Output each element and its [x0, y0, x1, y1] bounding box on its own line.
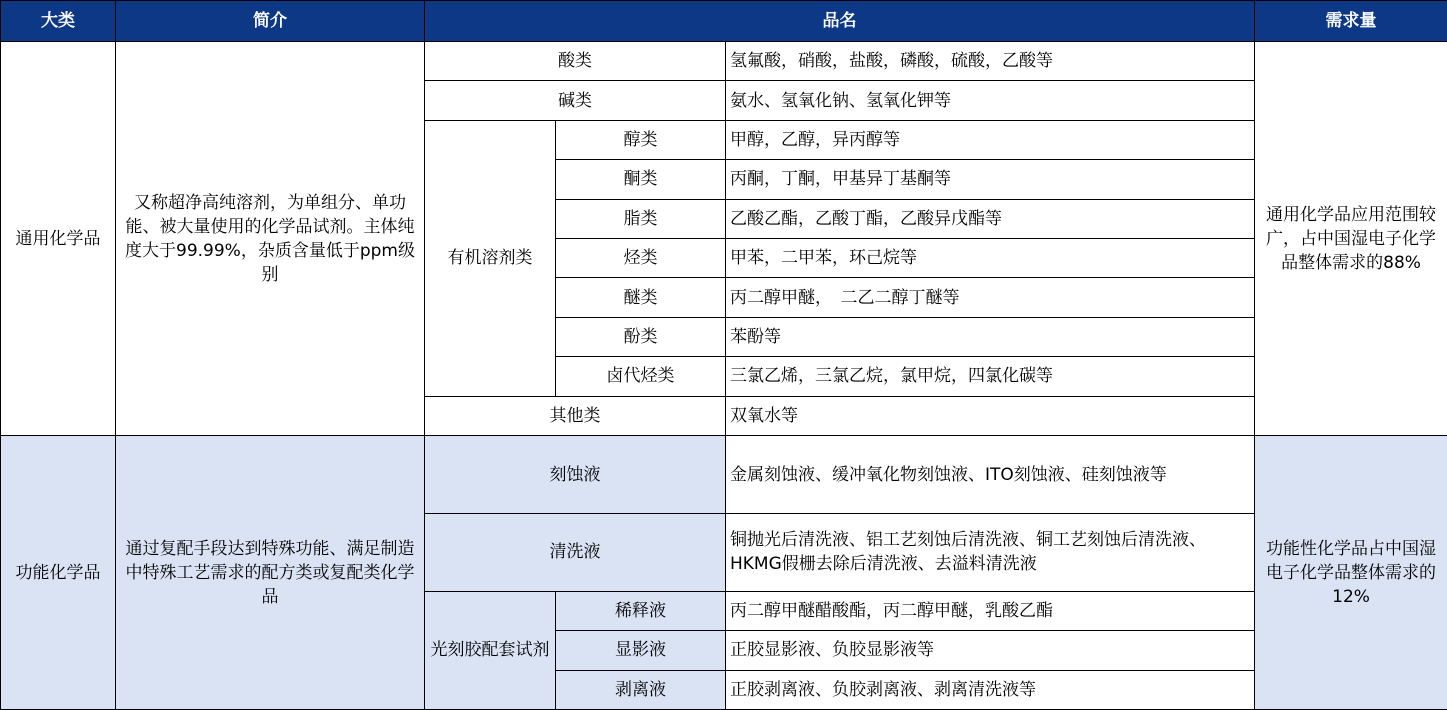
product-label-other: 其他类 — [425, 396, 726, 435]
product-items-developer: 正胶显影液、负胶显影液等 — [726, 631, 1255, 670]
product-items-cleaner: 铜抛光后清洗液、铝工艺刻蚀后清洗液、铜工艺刻蚀后清洗液、HKMG假栅去除后清洗液、去溢料清洗液 — [726, 513, 1255, 591]
product-items-bases: 氨水、氢氧化钠、氢氧化钾等 — [726, 81, 1255, 120]
organic-solvents-label: 有机溶剂类 — [425, 120, 556, 396]
header-category: 大类 — [1, 1, 116, 42]
category-general: 通用化学品 — [1, 42, 116, 436]
product-label-phenols: 酚类 — [556, 317, 726, 356]
demand-general: 通用化学品应用范围较广，占中国湿电子化学品整体需求的88% — [1255, 42, 1447, 436]
general-chemicals-group — [1, 42, 1447, 436]
product-items-etchant: 金属刻蚀液、缓冲氧化物刻蚀液、ITO刻蚀液、硅刻蚀液等 — [726, 436, 1255, 514]
intro-functional: 通过复配手段达到特殊功能、满足制造中特殊工艺需求的配方类或复配类化学品 — [116, 436, 425, 710]
category-functional: 功能化学品 — [1, 436, 116, 710]
product-label-diluent: 稀释液 — [556, 591, 726, 630]
table-row — [1, 436, 1447, 514]
product-items-alcohols: 甲醇，乙醇，异丙醇等 — [726, 120, 1255, 159]
product-label-developer: 显影液 — [556, 631, 726, 670]
product-label-alcohols: 醇类 — [556, 120, 726, 159]
header-product: 品名 — [425, 1, 1255, 42]
product-label-esters: 脂类 — [556, 199, 726, 238]
product-items-acids: 氢氟酸，硝酸，盐酸，磷酸，硫酸，乙酸等 — [726, 42, 1255, 81]
header-row — [1, 1, 1447, 42]
header-intro: 简介 — [116, 1, 425, 42]
product-items-diluent: 丙二醇甲醚醋酸酯，丙二醇甲醚，乳酸乙酯 — [726, 591, 1255, 630]
intro-general: 又称超净高纯溶剂，为单组分、单功能、被大量使用的化学品试剂。主体纯度大于99.99%，杂质含量低于ppm级别 — [116, 42, 425, 436]
product-label-acids: 酸类 — [425, 42, 726, 81]
product-label-halohydrocarbons: 卤代烃类 — [556, 357, 726, 396]
product-items-halohydrocarbons: 三氯乙烯，三氯乙烷，氯甲烷，四氯化碳等 — [726, 357, 1255, 396]
product-label-cleaner: 清洗液 — [425, 513, 726, 591]
product-items-stripper: 正胶剥离液、负胶剥离液、剥离清洗液等 — [726, 670, 1255, 709]
functional-chemicals-group — [1, 436, 1447, 710]
demand-functional: 功能性化学品占中国湿电子化学品整体需求的12% — [1255, 436, 1447, 710]
product-items-ketones: 丙酮，丁酮，甲基异丁基酮等 — [726, 160, 1255, 199]
product-items-other: 双氧水等 — [726, 396, 1255, 435]
photoresist-reagents-label: 光刻胶配套试剂 — [425, 591, 556, 709]
header-demand: 需求量 — [1255, 1, 1447, 42]
product-label-ethers: 醚类 — [556, 278, 726, 317]
product-items-ethers: 丙二醇甲醚， 二乙二醇丁醚等 — [726, 278, 1255, 317]
product-label-bases: 碱类 — [425, 81, 726, 120]
product-label-stripper: 剥离液 — [556, 670, 726, 709]
product-label-hydrocarbons: 烃类 — [556, 239, 726, 278]
table-row — [1, 42, 1447, 81]
product-items-phenols: 苯酚等 — [726, 317, 1255, 356]
product-label-etchant: 刻蚀液 — [425, 436, 726, 514]
product-items-esters: 乙酸乙酯，乙酸丁酯，乙酸异戊酯等 — [726, 199, 1255, 238]
product-items-hydrocarbons: 甲苯，二甲苯，环己烷等 — [726, 239, 1255, 278]
product-label-ketones: 酮类 — [556, 160, 726, 199]
